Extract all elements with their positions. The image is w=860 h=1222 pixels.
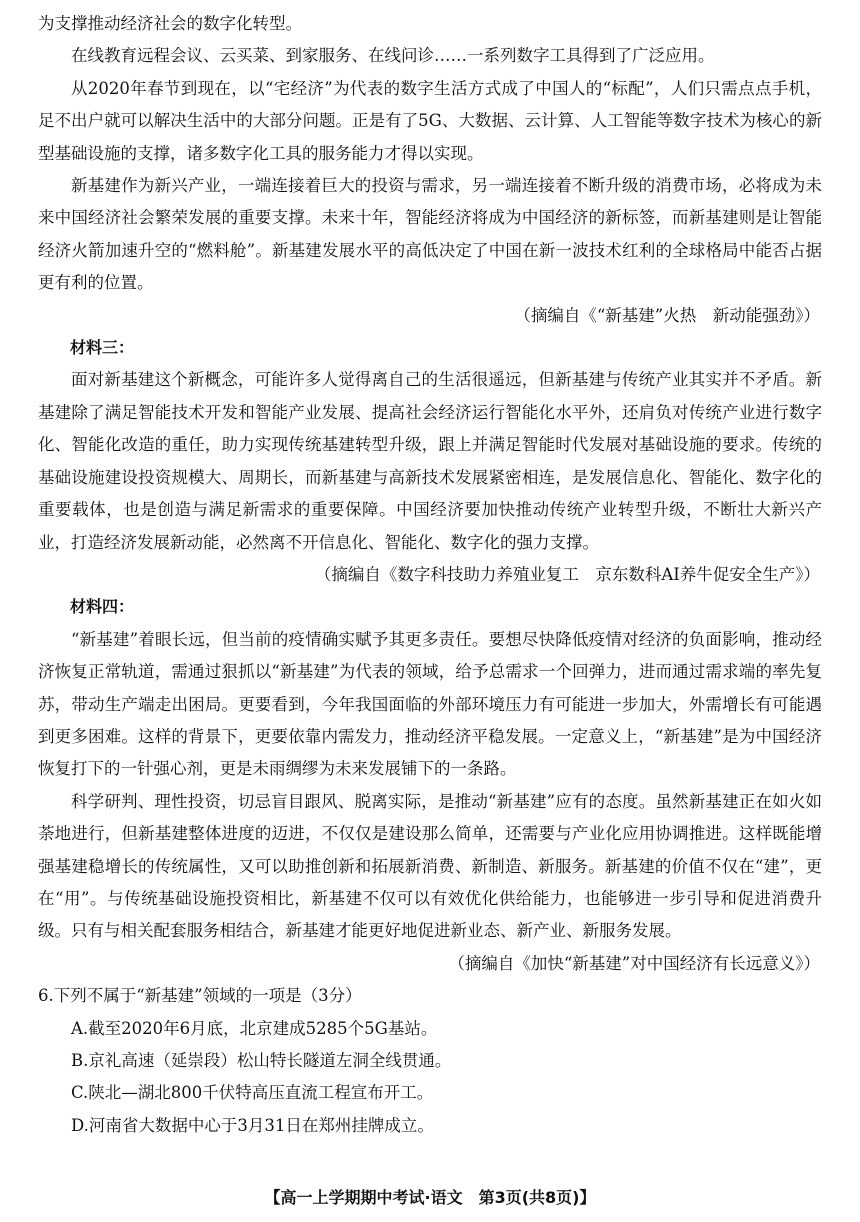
material-3-text: 面对新基建这个新概念，可能许多人觉得离自己的生活很遥远，但新基建与传统产业其实并不矛盾。新基建除了满足智能技术开发和智能产业发展、提高社会经济运行智能化水平外，还肩负对传统产业进行数字化、智能化改造的重任，助力实现传统基建转型升级，跟上并满足智能时代发展对基础设施的要求。传统的基础设施建设投资规模大、周期长，而新基建与高新技术发展紧密相连，是发展信息化、智能化、数字化的重要载体，也是创造与满足新需求的重要保障。中国经济要加快推动传统产业转型升级，不断壮大新兴产业，打造经济发展新动能，必然离不开信息化、智能化、数字化的强力支撑。	[38, 370, 822, 552]
material-3-heading: 材料三：	[70, 338, 135, 358]
option-a: A.截至2020年6月底，北京建成5285个5G基站。	[71, 1018, 438, 1038]
option-c: C.陕北—湖北800千伏特高压直流工程宣布开工。	[71, 1083, 434, 1103]
source-citation-3: （摘编自《数字科技助力养殖业复工 京东数科AI养牛促安全生产》）	[314, 564, 820, 584]
paragraph-new-infrastructure: 新基建作为新兴产业，一端连接着巨大的投资与需求，另一端连接着不断升级的消费市场，必将成为未来中国经济社会繁荣发展的重要支撑。未来十年，智能经济将成为中国经济的新标签，而新基建则是让智能经济火箭加速升空的“燃料舱”。新基建发展水平的高低决定了中国在新一波技术红利的全球格局中能否占据更有利的位置。	[38, 176, 822, 293]
material-4-text-2: 科学研判、理性投资，切忌盲目跟风、脱离实际，是推动“新基建”应有的态度。虽然新基建正在如火如荼地进行，但新基建整体进度的迈进，不仅仅是建设那么简单，还需要与产业化应用协调推进。这样既能增强基建稳增长的传统属性，又可以助推创新和拓展新消费、新制造、新服务。新基建的价值不仅在“建”，更在“用”。与传统基础设施投资相比，新基建不仅可以有效优化供给能力，也能够进一步引导和促进消费升级。只有与相关配套服务相结合，新基建才能更好地促进新业态、新产业、新服务发展。	[38, 791, 822, 941]
material-4-heading: 材料四：	[70, 597, 135, 617]
option-b: B.京礼高速（延崇段）松山特长隧道左洞全线贯通。	[71, 1051, 452, 1070]
paragraph-home-economy: 从2020年春节到现在，以“宅经济”为代表的数字生活方式成了中国人的“标配”，人们只需点点手机，足不出户就可以解决生活中的大部分问题。正是有了5G、大数据、云计算、人工智能等数字技术为核心的新型基础设施的支撑，诸多数字化工具的服务能力才得以实现。	[38, 78, 822, 163]
material-4-text-1: “新基建”着眼长远，但当前的疫情确实赋予其更多责任。要想尽快降低疫情对经济的负面影响，推动经济恢复正常轨道，需通过狠抓以“新基建”为代表的领域，给予总需求一个回弹力，进而通过需求端的率先复苏，带动生产端走出困局。更要看到，今年我国面临的外部环境压力有可能进一步加大，外需增长有可能遇到更多困难。这样的背景下，更要依靠内需发力，推动经济平稳发展。一定意义上，“新基建”是为中国经济恢复打下的一针强心剂，更是未雨绸缪为未来发展铺下的一条路。	[38, 629, 822, 779]
paragraph-digital-tools: 在线教育远程会议、云买菜、到家服务、在线问诊……一系列数字工具得到了广泛应用。	[71, 46, 715, 66]
question-6-stem: 6.下列不属于“新基建”领域的一项是（3分）	[38, 986, 362, 1006]
source-citation-4: （摘编自《加快“新基建”对中国经济有长远意义》）	[448, 953, 820, 973]
source-citation-1: （摘编自《“新基建”火热 新动能强劲》）	[514, 305, 820, 325]
paragraph-continuation: 为支撑推动经济社会的数字化转型。	[38, 14, 302, 33]
option-d: D.河南省大数据中心于3月31日在郑州挂牌成立。	[71, 1115, 434, 1135]
page-footer: 【高一上学期期中考试·语文 第3页(共8页)】	[264, 1188, 596, 1207]
